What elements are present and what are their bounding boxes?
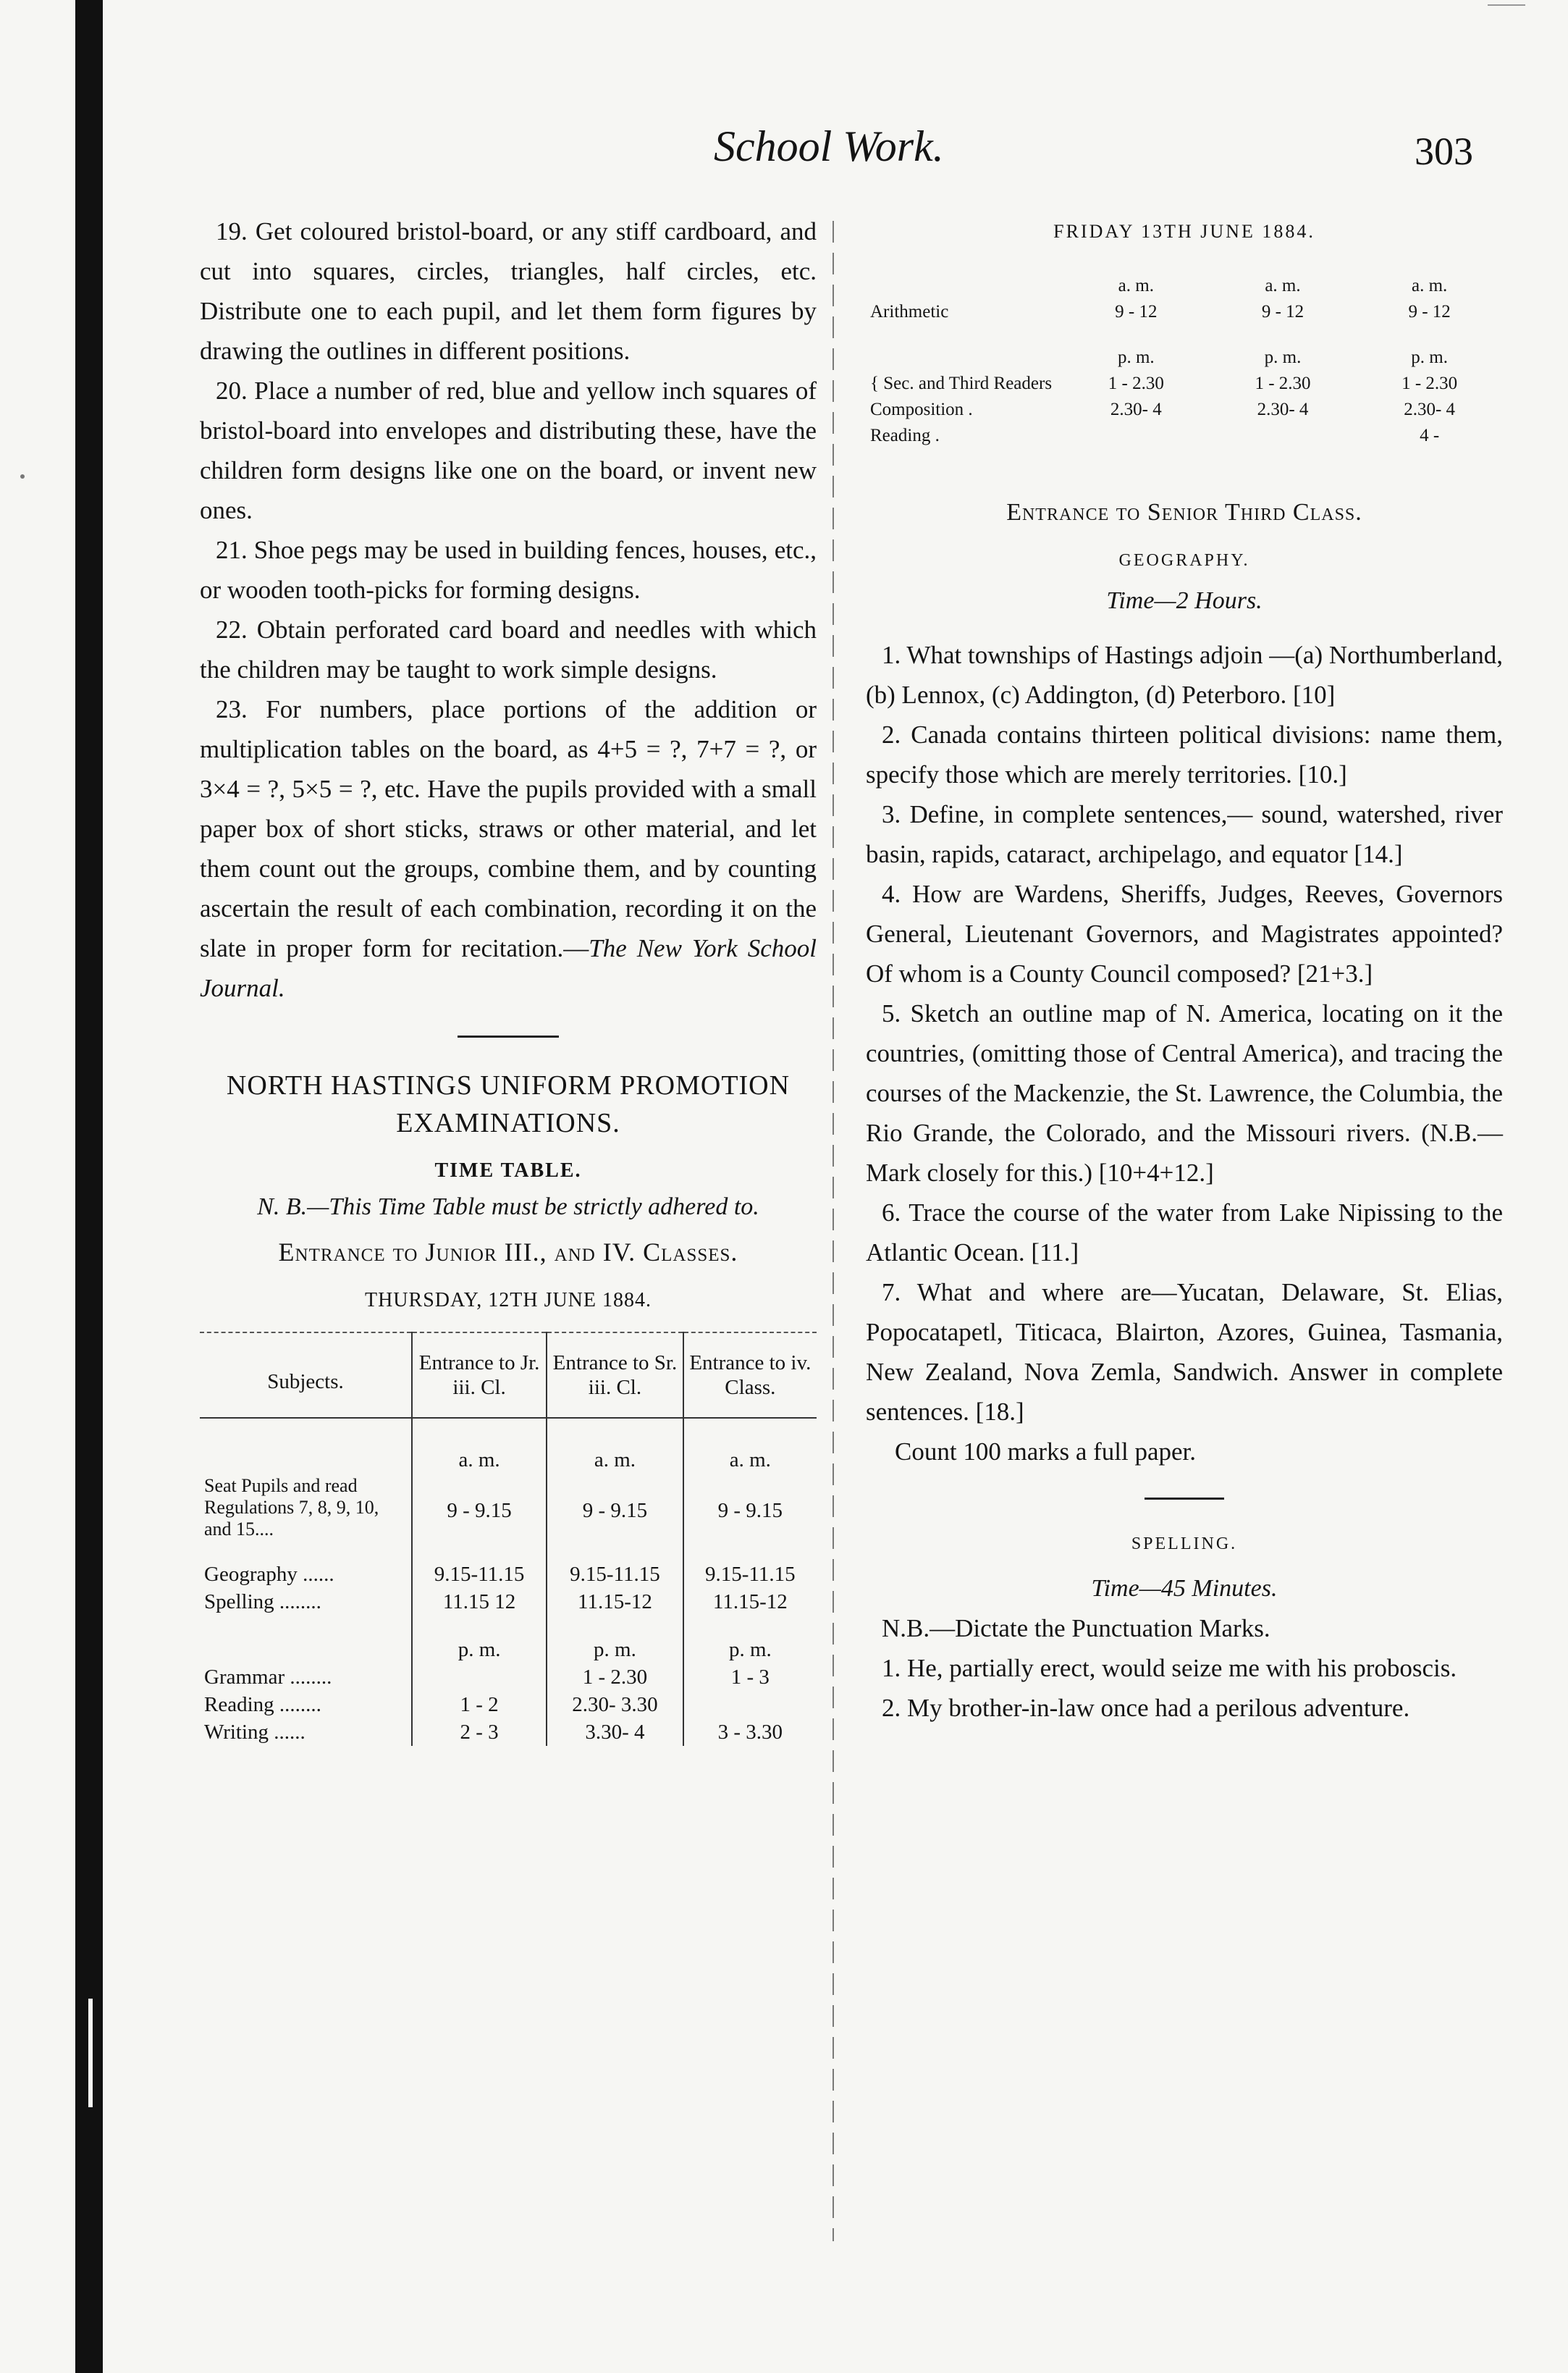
table-row: Writing ...... 2 - 3 3.30- 4 3 - 3.30 [200, 1718, 817, 1746]
right-column [866, 211, 1503, 1728]
column-divider [833, 221, 834, 2241]
paragraph-21: 21. Shoe pegs may be used in building fences, houses, etc., or wooden tooth-picks for forming designs. [200, 536, 817, 604]
table-row: Reading . 4 - [870, 426, 1440, 445]
geography-time: Time—2 Hours. [1106, 587, 1263, 614]
table-row: a. m. a. m. a. m. [200, 1418, 817, 1474]
entrance-heading: Entrance to Junior III., and IV. Classes. [278, 1238, 738, 1267]
spelling-nb: N.B.—Dictate the Punctuation Marks. [882, 1614, 1270, 1642]
paragraph-20: 20. Place a number of red, blue and yellow inch squares of bristol-board into envelopes and distributing these, have the children form designs like one on the board, or invent new ones. [200, 377, 817, 524]
col-header-subjects: Subjects. [267, 1370, 344, 1393]
geo-question-1: 1. What townships of Hastings adjoin —(a) Northumberland, (b) Lennox, (c) Addington, (d) Peterboro. [10] [866, 641, 1503, 709]
attribution: The New York School Journal. [200, 934, 817, 1002]
spelling-item-1: 1. He, partially erect, would seize me with his proboscis. [882, 1654, 1457, 1682]
page-number: 303 [1415, 130, 1473, 173]
table-row: Composition . 2.30- 4 2.30- 4 2.30- 4 [870, 400, 1456, 419]
geo-question-2: 2. Canada contains thirteen political divisions: name them, specify those which are merely territories. [10.] [866, 721, 1503, 789]
table-row: Arithmetic 9 - 12 9 - 12 9 - 12 [870, 302, 1451, 322]
running-header: School Work. [714, 122, 944, 170]
section-rule [458, 1036, 559, 1038]
thursday-heading: THURSDAY, 12TH JUNE 1884. [364, 1289, 652, 1311]
table-row: Reading ........ 1 - 2 2.30- 3.30 [200, 1691, 817, 1718]
thursday-timetable [200, 1332, 817, 1746]
entrance-senior-heading: Entrance to Senior Third Class. [1006, 499, 1362, 526]
section-rule [1145, 1498, 1224, 1500]
table-row: p. m. p. m. p. m. [200, 1616, 817, 1663]
spelling-time: Time—45 Minutes. [1091, 1575, 1278, 1602]
geo-question-3: 3. Define, in complete sentences,— sound, watershed, river basin, rapids, cataract, archipelago, and equator [14.] [866, 800, 1503, 868]
scan-speck [20, 474, 25, 479]
col-header-sr-iii: Entrance to Sr. iii. Cl. [547, 1332, 683, 1418]
spelling-heading: SPELLING. [1131, 1534, 1238, 1553]
friday-heading: FRIDAY 13TH JUNE 1884. [1053, 221, 1315, 242]
paragraph-19: 19. Get coloured bristol-board, or any stiff cardboard, and cut into squares, circles, triangles, half circles, etc. Distribute one to each pupil, and let them form figures by drawing the outlines in different positions. [200, 217, 817, 365]
paragraph-23 [200, 689, 817, 1008]
table-row: { Sec. and Third Readers 1 - 2.30 1 - 2.30 1 - 2.30 [870, 374, 1458, 393]
table-row: Grammar ........ 1 - 2.30 1 - 3 [200, 1663, 817, 1691]
table-row: Geography ...... 9.15-11.15 9.15-11.15 9.15-11.15 [200, 1542, 817, 1588]
geo-question-4: 4. How are Wardens, Sheriffs, Judges, Reeves, Governors General, Lieutenant Governors, and Magistrates appointed? Of whom is a County Council composed? [21+3.] [866, 880, 1503, 988]
scan-edge-mark [1488, 4, 1525, 6]
col-header-iv: Entrance to iv. Class. [683, 1332, 817, 1418]
spine-gap [88, 1999, 93, 2107]
table-row: Seat Pupils and read Regulations 7, 8, 9, 10, and 15.... 9 - 9.15 9 - 9.15 9 - 9.15 [200, 1474, 817, 1542]
time-table-heading: TIME TABLE. [434, 1159, 582, 1182]
left-column [200, 211, 817, 1746]
table-row: p. m. p. m. p. m. [1117, 348, 1448, 367]
geo-question-7: 7. What and where are—Yucatan, Delaware, St. Elias, Popocatapetl, Titicaca, Blairton, Azores, Guinea, Tasmania, New Zealand, Nova Zemla, Sandwich. Answer in complete sentences. [18.] [866, 1278, 1503, 1426]
geo-question-6: 6. Trace the course of the water from Lake Nipissing to the Atlantic Ocean. [11.] [866, 1198, 1503, 1267]
paragraph-22: 22. Obtain perforated card board and needles with which the children may be taught to work simple designs. [200, 616, 817, 684]
exam-title: NORTH HASTINGS UNIFORM PROMOTION EXAMINATIONS. [226, 1070, 791, 1138]
friday-timetable [866, 273, 1503, 449]
table-row: Spelling ........ 11.15 12 11.15-12 11.15-12 [200, 1588, 817, 1616]
col-header-jr-iii: Entrance to Jr. iii. Cl. [412, 1332, 547, 1418]
table-row: a. m. a. m. a. m. [1118, 276, 1448, 295]
nb-note: N. B.—This Time Table must be strictly adhered to. [257, 1193, 759, 1220]
paragraph-23-text: 23. For numbers, place portions of the addition or multiplication tables on the board, as 4+5 = ?, 7+7 = ?, or 3×4 = ?, 5×5 = ?, etc. Have the pupils provided with a small paper box of short sticks, straws or other material, and let them count out the groups, combine them, and by counting ascertain the result of each combination, recording it on the slate in proper form for recitation.— [200, 695, 817, 962]
spelling-item-2: 2. My brother-in-law once had a perilous adventure. [882, 1694, 1410, 1722]
geo-question-5: 5. Sketch an outline map of N. America, locating on it the countries, (omitting those of Central America), and tracing the courses of the Mackenzie, the St. Lawrence, the Columbia, the Rio Grande, the Colorado, and the Missouri rivers. (N.B.—Mark closely for this.) [10+4+12.] [866, 999, 1503, 1187]
table-header-row [200, 1332, 817, 1418]
geography-heading: GEOGRAPHY. [1118, 551, 1250, 570]
geo-marks-note: Count 100 marks a full paper. [895, 1437, 1197, 1466]
